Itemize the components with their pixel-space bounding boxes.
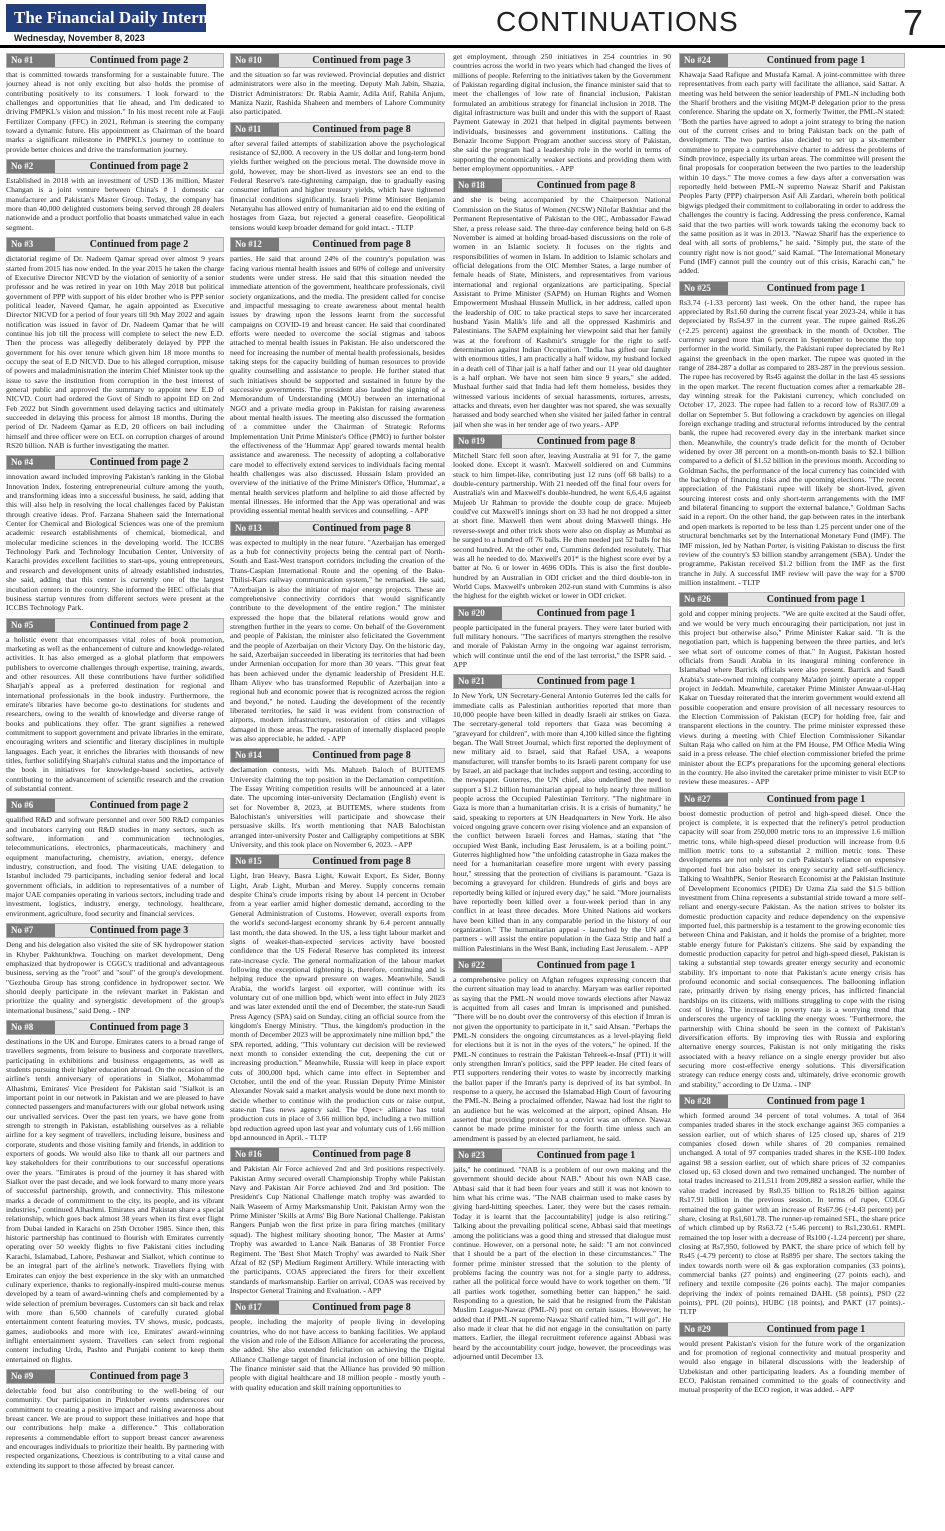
article-header xyxy=(679,1322,905,1337)
article-body: destinations in the UK and Europe. Emirates caters to a broad range of travellers segments, from leisure to business and corporate travellers, participating in exhibitions and business engagements, as well as students pursuing their higher education abroad. On the occasion of the airline's tenth anniversary of operations in Sialkot, Mohammad Alhashmi, Emirates' Vice President for Pakistan said "Sialkot is an important point in our network in Pakistan and we are pleased to have connected passengers and manufacturers with our global network using our unrivalled services. Over the past ten years, we have gone from strength to strength in Pakistan, establishing ourselves as a reliable airline for a key segment of travellers, including leisure, business and corporate, students and those visiting family and friends, in addition to exporters of goods. We would also like to thank all our partners and key stakeholders for their contributions to our successful operations over the years. "Emirates is proud of the journey it has shared with Sialkot over the past decade, and we look forward to many more years of successful partnership, growth, and connectivity. This milestone marks a decade of commitment to the city, its people, and its vibrant industries," continued Alhashmi. Emirates and Pakistan share a special relationship, which goes back almost 38 years when its first ever flight from Dubai landed in Karachi on 25th October 1985. Since then, this historic partnership has continued to flourish with Emirates currently operating over 50 weekly flights to five Pakistani cities including Karachi, Islamabad, Lahore, Peshawar and Sialkot, which continue to be an integral part of the airline's network. Travellers flying with Emirates can enjoy the best experience in the sky with an unmatched culinary experience, thanks to regionally-inspired multi-course menus developed by a team of award-winning chefs and complemented by a wide selection of premium beverages. Customers can sit back and relax with more than 6,500 channels of carefully curated global entertainment content featuring movies, TV shows, music, podcasts, games, audiobooks and more with ice, Emirates' award-winning inflight entertainment system. Travellers can select from regional content including Urdu, Pashto and Punjabi content to keep them entertained on flights. xyxy=(6,1036,224,1364)
continued-from-label: Continued from page 1 xyxy=(728,793,904,806)
article-number: No #18 xyxy=(454,179,502,192)
article-number: No #11 xyxy=(231,123,279,136)
article-number: No #22 xyxy=(454,959,502,972)
article-header xyxy=(230,122,445,137)
article-header xyxy=(453,178,671,193)
article-body: parties. He said that around 24% of the country's population was facing various mental health issues and 60% of college and university students were under stress. He said that this situation needed the immediate attention of the government, healthcare professionals, civil society organizations, and the media. The president called for concise and impactful messaging to create awareness about mental health issues by drawing upon the lessons learnt from the successful campaigns on COVID-19 and breast cancer. He said that coordinated efforts were needed to overcome the social stigmas and taboos attached to mental health issues in Pakistan. He also underscored the need for increasing the number of mental health professionals, besides taking steps for the capacity building of human resources to provide quality counselling and assistance to people. He further stated that such initiatives should be supported and sustained in future by the successive governments. The president also lauded the signing of a Memorandum of Understanding (MOU) between an international NGO and a private media group in Pakistan for raising awareness about mental health issues. The meeting also discussed the formation of a committee under the Chairman of Strategic Reforms Implementation Unit Prime Minister's Office (PMO) to further bolster the effectiveness of the 'Hummaz App' geared towards mental health assistance and awareness. The necessity of adopting a collaborative care model to effectively extend services to individuals facing mental health challenges was also discussed. Hussain Islam provided an overview of the initiative of the Prime Minister's Office, 'Hummaz', a mental health services platform and helpline to aid those affected by mental illnesses. He informed that the App was operational and was providing essential mental health services and counselling. - APP xyxy=(230,254,445,516)
article-header xyxy=(6,1020,224,1035)
continuation-article xyxy=(6,455,224,612)
article-header xyxy=(6,455,224,470)
paper-name: The Financial Daily International xyxy=(6,4,206,32)
article-number: No #7 xyxy=(7,924,55,937)
article-body: that is committed towards transforming for a sustainable future. The journey ahead is not only exciting but also holds the promise of contributing positively to its consumers. I look forward to the challenges and opportunities that lie ahead, and I'm dedicated to driving PMPKL's vision and mission." In his most recent role at Fauji Fertilizer Company (FFC) in 2021, Rehman is steering the company toward a dynamic future. His appointment as Chairman of the board marks a significant milestone in PMPKL's journey to continue to provide better choices and drive the transformation journey. xyxy=(6,70,224,154)
continuation-article xyxy=(6,53,224,154)
article-header xyxy=(230,1300,445,1315)
article-body: dictatorial regime of Dr. Nadeem Qamar spread over almost 9 years started from 2015 has now ended. In the year 2015 he taken the charge of Executive Director NICVD by the violation of seniority of a senior professor and he was retired in year on 10th May 2018 but political government of PPP with support of his elder brother who is PPP senior political leader, Naveed Qamar, he again appointed as Executive Director NICVD for a period of four years till 9th May 2022 and again notification was issued in favor of Dr. Nadeem Qamar that he will continue his job till the process will complete to select the new E.D. Then the process was allegedly deliberately delayed by PPP the government for his over tenure which given him 18 more months to occupy the seat of E.D NICVD. Due to his alleged corruption, misuse of powers and maladministration the interim Chief Minister took up the issue to save the institution from corruption in the best interest of general public and approved the summary to appoint new E.D of NICVD. Court had ordered the Govt of Sindh to appoint ED on 2nd Feb 2022 but Sindh government used delaying tactics and ultimately succeeded in delaying this process for almost 18 months. During the period of Dr. Nadeem Qamar as E.D, 20 officers on bail including himself and three officer were on ECL on corruption charges of around RS20 billion. NAB is further investigating the matter. xyxy=(6,254,224,451)
article-body: was expected to multiply in the near future. "Azerbaijan has emerged as a hub for connectivity projects being the central part of North-South and East-West transport corridors including the creation of the Trans-Caspian International Route and the opening of the Baku-Tbilisi-Kars railway communication system," he remarked. He said, "Azerbaijan is also the initiator of major energy projects. These are comprehensive connectivity corridors that would significantly contribute to the development of the entire region." The minister expressed the hope that the bilateral relations would grow and strengthen further in the years to come. On behalf of the Government and people of Pakistan, the minister also felicitated the Government and the people of Azerbaijan on their Victory Day. On the historic day, he said, Azerbaijan succeeded in liberating its territories that had been under Armenian occupation for more than 30 years. "This great feat has been achieved under the dynamic leadership of President H.E. Ilham Aliyev who has transformed Republic of Azerbaijan into a regional hub and economic power that is recognized across the region and beyond," he noted. Lauding the development of the recently liberated territories, he said it was evident from construction of airports, modern infrastructure, restoration of cities and villages damaged in those areas. The reparation of internally displaced people was also appreciable, he added. - APP xyxy=(230,537,445,743)
continued-from-label: Continued from page 2 xyxy=(55,160,223,173)
article-body: and she is being accompanied by the Chairperson National Commission on the Status of Women (NCSW) Nilofar Bakhtiar and the Permanent Representative of Pakistan to the OIC, Ambassador Fawad Sher, a press release said. The three-day conference being held on 6-8 November is aimed at holding broad-based discussions on the role of women in an Islamic society. It focuses on the rights and responsibilities of women in Islam. In addition to Islamic scholars and official delegations from the OIC Member States, a large number of female heads of State, Ministers, and representatives from various international and regional organizations are participating. Special Assistant to Prime Minister (SAPM) on Human Rights and Women Empowerment Mushaal Hussein Mullick, in her address, called upon the leadership of OIC to take practical steps to save her incarcerated husband Yasin Malik's life and all the oppressed Kashmiris and Palestinians. The SAPM explaining her viewpoint said that her family was at the forefront of Kashmir's struggle for the right to self-determination against Indian Occupation. "India has gifted our family with enormous titles, I am practically a half widow, my husband locked in a death cell of Tihar jail is a half father and our 11 year old daughter is a half orphan. We have not seen him since 9 years," she added. Mushaal further said that India had left them homeless, besides they witnessed various incidents of sexual harassments, tortures, arrests, attacks and threats, even her daughter was not spared, she was sexually harassed and body searched when she visited her jailed father in central jail when she was in her tender age of two years.- APP xyxy=(453,195,671,429)
article-body: and Pakistan Air Force achieved 2nd and 3rd positions respectively. Pakistan Army secured overall Championship Trophy while Pakistan Navy and Pakistan Air Force achieved 2nd and 3rd position. The President's Cup National Challenge match trophy was awarded to Naik Waseem of Army Marksmanship Unit. Pakistan Army won the Prime Minister 'Skills at Arms' Big Bore National Challenge. Pakistan Rangers Punjab won the first prize in para firing matches (military squad). The highest military shooting honor, 'The Master at Arms' Trophy was awarded to Lance Naik Banaras of 38 Frontier Force Regiment. The 'Best Shot Match Trophy' was awarded to Naik Sher Afzal of 82 (SP) Medium Regiment Artillery. While interacting with the participants, COAS appreciated the firers for their excellent standards of marksmanship. Earlier on arrival, COAS was received by Inspector General Training and Evaluation. - APP xyxy=(230,1164,445,1295)
article-number: No #19 xyxy=(454,435,502,448)
article-header xyxy=(6,53,224,68)
continued-from-label: Continued from page 8 xyxy=(279,749,444,762)
continuation-article xyxy=(453,434,671,601)
continuation-article xyxy=(453,958,671,1143)
continuation-article xyxy=(6,1369,224,1470)
article-header xyxy=(679,1094,905,1109)
continuation-article xyxy=(6,159,224,232)
continuation-article xyxy=(453,178,671,429)
continuation-article xyxy=(453,674,671,953)
article-body: Light, Iran Heavy, Basra Light, Kuwait Export, Es Sider, Bonny Light, Arab Light, Murban and Merey. Supply concerns remain despite China's crude imports rising by about 14 percent in October from a year earlier amid higher domestic demand, according to the General Administration of Customs. However, overall exports from the world's second-largest economy shrank by 6.4 percent annually last month, the data showed. In the US, a less tight labour market and signs of weaker-than-expected services activity have boosted confidence that the US Federal Reserve has completed its interest rate-increase cycle. The general normalization of the labour market following the exceptional tightening is, therefore, continuing and is helping reduce the upward pressure on wages. Meanwhile, Saudi Arabia, the world's largest oil exporter, will continue with its voluntary cut of one million bpd, which went into effect in July 2023 and was later extended until the end of December, the state-run Saudi Press Agency (SPA) said on Sunday, citing an official source from the kingdom's Energy Ministry. "Thus, the kingdom's production in the month of December 2023 will be approximately nine million bpd," the SPA reported, adding, "This voluntary cut decision will be reviewed next month to consider extending the cut, deepening the cut or increasing production." Meanwhile, Russia will keep in place export cuts of 300,000 bpd, which came into effect in September and October, until the end of the year. Russian Deputy Prime Minister Alexander Novak said a market analysis would be done next month to decide whether to continue with the production cuts or raise output, state-run Tass news agency said. The Opec+ alliance has total production cuts in place of 3.66 million bpd, including a two million bpd reduction agreed upon last year and voluntary cuts of 1.66 million bpd announced in April. - TLTP xyxy=(230,871,445,1143)
article-number: No #14 xyxy=(231,749,279,762)
continuation-article xyxy=(679,1094,905,1317)
masthead xyxy=(0,0,945,48)
article-header xyxy=(6,1369,224,1384)
article-header xyxy=(453,958,671,973)
article-body: delectable food but also contributing to the well-being of our community. Our participation in Pinktober events underscores our commitment to creating a positive impact and raising awareness about breast cancer. We are proud to support these initiatives and hope that our contributions help make a difference." This collaboration represents a commendable effort to support breast cancer awareness and encourages individuals to prioritize their health. By partnering with respected organizations, Cheezious is contributing to a vital cause and extending its support to those affected by breast cancer. xyxy=(6,1385,224,1470)
article-number: No #17 xyxy=(231,1301,279,1314)
continuation-article xyxy=(6,237,224,450)
article-body: which formed around 34 percent of total volumes. A total of 364 companies traded shares in the stock exchange against 365 companies a session earlier, out of which shares of 125 closed up, shares of 219 companies closed down while shares of 20 companies remained unchanged. A total of 97 companies traded shares in the KSE-100 Index against 98 a session earlier, out of which share prices of 32 companies closed up, 63 closed down and two remained unchanged. The number of total trades increased to 211,511 from 209,882 a session earlier, while the value traded increased by Rs0.35 billion to Rs18.26 billion against Rs17.91 billion in the previous session. In terms of rupee, COLG remained the top gainer with an increase of Rs67.96 (+4.43 percent) per share, closing at Rs1,601.78. The runner-up remained SFL, the share price of which climbed up by Rs63.72 (+5.46 percent) to Rs1,230.61. RMPL remained the top loser with a decrease of Rs100 (-1.24 percent) per share, closing at Rs7,950, followed by PAKT, the share price of which fell by Rs45 (-4.79 percent) to close at Rs895 per share. The sectors taking the index towards north were oil & gas exploration companies (33 points), commercial banks (27 points) and engineering (27 points each), and refinery and textile composite (26 points each). The major companies depriving the index of points remained DAHL (58 points), PSO (22 points), PPL (20 points), HUBC (18 points), and PAKT (17 points).- TLTP xyxy=(679,1111,905,1317)
continued-from-label: Continued from page 3 xyxy=(55,1021,223,1034)
continued-from-label: Continued from page 1 xyxy=(502,675,670,688)
continued-from-label: Continued from page 2 xyxy=(55,456,223,469)
article-body: a holistic event that encompasses vital roles of book promotion, marketing as well as the enhancement of culture and knowledge-related activities. It has also emerged as a global platform that empowers publishers to overcome challenges through expertise, training, awards, and other resources. All these contributions have further solidified Sharjah's appeal as a preferred destination for regional and international professionals in the book industry. Furthermore, the emirate's libraries have become go-to destinations for students and researchers, owing to the wealth of knowledge and diverse range of books and publications they offer. The grant signifies a renewed commitment to support government and private libraries in the emirate, encouraging writers and scientific and literary disciplines in multiple languages. Each year, it enriches the libraries with thousands of new titles, further solidifying Sharjah's cultural status and the importance of the book in initiatives for knowledge-based societies, actively contributing to the advancement of scientific research and the creation of substantial content. xyxy=(6,634,224,794)
article-number: No #1 xyxy=(7,54,55,67)
article-number: No #6 xyxy=(7,799,55,812)
article-header xyxy=(453,1148,671,1163)
article-number: No #15 xyxy=(231,855,279,868)
article-body: people participated in the funeral prayers. They were later buried with full military honours. "The sacrifices of martyrs strengthen the resolve and morale of Pakistan Army in the ongoing war against terrorism, which will continue until the end of the last terrorist," the ISPR said. - APP xyxy=(453,622,671,669)
continued-from-label: Continued from page 1 xyxy=(502,959,670,972)
continued-from-label: Continued from page 2 xyxy=(55,238,223,251)
continued-from-label: Continued from page 8 xyxy=(279,123,444,136)
column-4 xyxy=(679,52,905,1525)
continued-from-label: Continued from page 1 xyxy=(728,282,904,295)
article-header xyxy=(453,434,671,449)
article-header xyxy=(453,674,671,689)
article-header xyxy=(679,53,905,68)
article-header xyxy=(679,592,905,607)
continued-from-label: Continued from page 8 xyxy=(279,238,444,251)
article-number: No #24 xyxy=(680,54,728,67)
article-number: No #20 xyxy=(454,607,502,620)
article-body: gold and copper mining projects. "We are quite excited at the Saudi offer, and we would be very much encouraging their participation, not just in this project but otherwise also," Prime Minister Kakar said. "It is the negotiation part, which is happening between the three parties, and let's see what sort of outcome comes of that." In August, Pakistan hosted officials from Saudi Arabia in its inaugural mining conference in Islamabad where Barrick officials were also present. Barrick and Saudi Arabia's state-owned mining company Ma'aden jointly operate a copper project in Jeddah. Meanwhile, caretaker Prime Minister Anwaar-ul-Haq Kakar on Tuesday reiterated that the interim government would extend all possible cooperation and ensure provision of all necessary resources to the Election Commission of Pakistan (ECP) for holding free, fair and transparent elections in the country. The prime minister expressed these views during a meeting with Chief Election Commissioner Sikandar Sultan Raja who called on him at the PM House, PM Office Media Wing said in a press release. The chief election commissioner briefed the prime minister about the ECP's preparations for the upcoming general elections in the country. He also invited the caretaker prime minister to visit ECP to review these measures. - APP xyxy=(679,609,905,787)
continuation-article xyxy=(230,1147,445,1295)
article-number: No #12 xyxy=(231,238,279,251)
article-number: No #13 xyxy=(231,522,279,535)
continuation-article xyxy=(230,122,445,232)
page-number: 7 xyxy=(902,2,923,43)
continued-from-label: Continued from page 2 xyxy=(55,54,223,67)
article-header xyxy=(679,792,905,807)
article-header xyxy=(6,159,224,174)
continuation-article xyxy=(230,854,445,1142)
article-number: No #5 xyxy=(7,619,55,632)
article-body: would present Pakistan's vision for the future work of the organization and for promotion of regional connectivity and mutual prosperity and would also engage in bilateral discussions with the leadership of Uzbekistan and other participating leaders. As a founding member of ECO, Pakistan remained committed to the goals of connectivity and mutual prosperity of the ECO region, it was added. - APP xyxy=(679,1338,905,1395)
continued-from-label: Continued from page 8 xyxy=(279,522,444,535)
article-number: No #23 xyxy=(454,1149,502,1162)
continued-from-label: Continued from page 3 xyxy=(279,54,444,67)
continued-from-label: Continued from page 8 xyxy=(279,1148,444,1161)
continued-from-label: Continued from page 3 xyxy=(55,924,223,937)
article-body: Khawaja Saad Rafique and Mustafa Kamal. A joint-committee with three representatives from each party will facilitate the alliance, said Sattar. A meeting was held between the senior leadership of PML-N including both the Sharif brothers and the visiting MQM-P delegation prior to the press conference. Sharing the update on X, formerly Twitter, the PML-N stated: "Both the parties have agreed to adopt a joint strategy to bring the nation out of the current crises and to bring Pakistan back on the path of development. The two parties also decided to set up a six-member committee to prepare a comprehensive charter to address the problems of Sindh province, especially its urban areas. The committee will present the final proposals for cooperation between the two parties to the leadership within 10 days." The move comes a few days after a conversation was reportedly held between PML-N supremo Nawaz Sharif and Pakistan Peoples Party (PPP) chairperson Asif Ali Zardari, wherein both political bigwigs pledged their commitment to collaborating in order to address the challenges the country is facing. Addressing the press conference, Kamal said that the two parties will work towards taking the economy back to the same position as it was in 2013. "Nawaz Sharif has the experience to deal with all sorts of problems," he said. "Simply put, the state of the country right now is not good," said Kamal. "The International Monetary Fund (IMF) cannot pull the country out of this crisis, Karachi can," he added. xyxy=(679,70,905,276)
article-number: No #16 xyxy=(231,1148,279,1161)
article-header xyxy=(6,237,224,252)
article-body: a comprehensive policy on Afghan refugees expressing concern that the current situation may lead to anarchy. Maryam was earlier reported as saying that the PML-N would move towards elections after Nawaz is acquitted from all cases and Imran is imprisoned and punished. "There will be no doubt over the controversy of this election if Imran is not given the opportunity to participate in it," said Ahsan. "Perhaps the PML-N considers the ongoing circumstances as a level-playing field for elections but it is not in the eyes of the voters," he opined. If the PML-N continues to restrain the Pakistan Tehreek-e-Insaf (PTI) it will only strengthen Imran's politics, said the PPP leader. He cited fears of PTI supporters rendering their votes to waste by incorrectly marking the ballot paper if the Imran's party is deprived of its bat symbol. In response to a query, he accused the Islamabad High Court of favouring the PML-N. Being a proclaimed offender, Nawaz had lost the right to an audience but he was welcomed at the airport, opined Ahsan. He asserted that providing protocol to a convict was an offence. Nawaz cannot be made prime minister for the fourth time unless such an amendment is passed by an elected parliament, he said. xyxy=(453,974,671,1143)
article-header xyxy=(230,237,445,252)
article-header xyxy=(230,521,445,536)
continued-from-label: Continued from page 1 xyxy=(502,1149,670,1162)
continued-from-label: Continued from page 1 xyxy=(728,593,904,606)
continued-from-label: Continued from page 8 xyxy=(502,435,670,448)
article-number: No #9 xyxy=(7,1370,55,1383)
article-body: after several failed attempts of stabilization above the psychological resistance of $2,000. A recovery in the US dollar and long-term bond yields further weighed on the precious metal. The downside move in gold, however, may be short-lived as investors see an end to the Federal Reserve's rate-tightening campaign, due to gradually easing consumer inflation and higher treasury yields, which have tightened financial conditions significantly. Israeli Prime Minister Benjamin Netanyahu has allowed entry of humanitarian aid to end the exiting of hostages from Gaza, but rejected a general ceasefire. Geopolitical tensions would keep broader demand for gold intact. - TLTP xyxy=(230,138,445,232)
article-body: and the situation so far was reviewed. Provincial deputies and district administrators were also in the meeting. Deputy Mah Jabin, Shazia, District Administrators: Dr. Rabia Aamir, Adila Atif, Rahila Anjum, Maniza Nazir, Rashida Shaheen and members of Lahore Community also participated. xyxy=(230,70,445,117)
continuation-article xyxy=(679,1322,905,1395)
article-number: No #27 xyxy=(680,793,728,806)
article-body: Rs3.74 (-1.33 percent) last week. On the other hand, the rupee has appreciated by Rs1.60 during the current fiscal year 2023-24, while it has depreciated by Rs54.97 in the current year. The rupee gained Rs6.26 (+2.25 percent) against the greenback in the month of October. The currency surged more than 6 percent in September to become the top performer in the world. Similarly, the Pakistani rupee depreciated by Re1 against the greenback in the open market. The rupee was quoted in the range of 284-287 a dollar as compared to 283-287 in the previous session. The rupee has recovered by Rs45 against the dollar in the last 45 sessions in the open market. The recent fluctuation comes after a remarkable 28-day winning streak for the Pakistani currency, which concluded on October 17, 2023. The rupee had fallen to a record low of Rs307.09 a dollar on September 5. But following a crackdown by agencies on illegal foreign exchange trading and structural reforms introduced by the central bank, the rupee had recovered every day in the interbank market since then. Meanwhile, the country's trade deficit for the month of October widened by over 38 percent on a month-on-month basis to $2.1 billion compared to a deficit of $1.52 billion in the previous month. According to Goldman Sachs, the performance of the local currency has coincided with the backdrop of financing risks and the upcoming elections. "The recent appreciation of the Pakistani rupee will likely be short-lived, given sourcing interest costs and only short-term arrangements with the IMF and bilateral financing to support the external balance," Goldman Sachs said in a report. On the other hand, the gap between rates in the interbank and open markets is reported to be less than 1.25 percent under one of the structural benchmarks set by the International Monetary Fund (IMF). The IMF mission, led by Nathan Porter, is visiting Pakistan to discuss the first review of the country's $3 billion standby arrangement (SBA). Under the programme, Pakistan received $1.2 billion from the IMF as the first tranche in July. A successful IMF review will pave the way for a $700 million instalment. - TLTP xyxy=(679,297,905,587)
article-body: Deng and his delegation also visited the site of SK hydropower station in Khyber Pakhtunkhwa. Touching on market development, Deng emphasized that hydropower is CGGC's traditional and advantageous business, serving as the "root" and "soul" of the group's development. "Gezhouba Group has strong confidence in hydropower sector. We should deeply participate in the relevant market in Pakistan and prioritize the quality and synergistic development of the group's international business," said Deng. - INP xyxy=(6,940,224,1015)
continuation-article xyxy=(453,52,671,173)
issue-date: Wednesday, November 8, 2023 xyxy=(14,33,145,43)
article-number: No #25 xyxy=(680,282,728,295)
continued-from-label: Continued from page 3 xyxy=(55,1370,223,1383)
continued-from-label: Continued from page 2 xyxy=(55,619,223,632)
section-title: CONTINUATIONS xyxy=(496,6,739,37)
continuation-article xyxy=(6,923,224,1015)
article-body: get employment, through 250 initiatives in 254 countries in 90 countries across the world in two years which had changed the lives of millions of people. Referring to the initiatives taken by the Government of Pakistan regarding digital inclusion, the finance minister said that to meet the challenges of low rate of financial inclusion, Pakistan formulated an ambitious strategy for financial inclusion in 2018. The digital infrastructure was built and under this with the support of Raast Payment Gateway in 2021 that helped in digital payments between individuals, businesses and government institutions. Calling the Benazir Income Support Program another success story of Pakistan, she said the program had a leadership role in the world in terms of supporting the economically weaker sections and providing them with better employment opportunities. - APP xyxy=(453,52,671,174)
article-body: people, including the majority of people living in developing countries, who do not have access to banking facilities. We applaud the vision and role of the Edison Alliance for accelerating the process, she added. She also extended felicitation on achieving the Digital Alliance Challenge target of financial inclusion of one billion people. The finance minister said that the Alliance has provided 90 million people with digital healthcare and 18 million people - mostly youth - with quality education and skill training opportunities to xyxy=(230,1317,445,1392)
article-number: No #4 xyxy=(7,456,55,469)
continued-from-label: Continued from page 8 xyxy=(502,179,670,192)
article-header xyxy=(453,606,671,621)
article-number: No #26 xyxy=(680,593,728,606)
article-body: jails," he continued. "NAB is a problem of our own making and the government should decide about NAB." About his own NAB case, Abbasi said that it had been four years and still it was not known to him what his crime was. "The NAB chairman used to make cases by giving hard-hitting speeches. Later, they were but the cases remain. Today it is learnt that the [accountability] judge is also retiring." Talking about the prevailing political scene, Abbasi said that meetings among the politicians was a good thing and stressed that dialogue must continue. However, on a personal note, he said: "I am not convinced that I should be a part of the election in these circumstances." The former prime minister stressed that the solution to the plenty of problems facing the country was not for a single party to address, rather all the political force would have to work together on them. "If all parties work together, something better can happen," he said. Responding to a question, he said that he resigned from the Pakistan Muslim League-Nawaz (PML-N) post on certain issues. However, he added that if PML-N supremo Nawaz Sharif called him, "I will go". He also made it clear that he did not engage in the consultation on party matters. Earlier, the illegal recruitment reference against Abbasi was heard by the accountability court judge, however, the proceedings was adjourned until December 13. xyxy=(453,1165,671,1361)
continuation-article xyxy=(679,592,905,787)
article-number: No #21 xyxy=(454,675,502,688)
article-header xyxy=(230,748,445,763)
continuation-article xyxy=(679,792,905,1089)
article-header xyxy=(230,1147,445,1162)
article-header xyxy=(6,923,224,938)
article-header xyxy=(6,798,224,813)
article-number: No #10 xyxy=(231,54,279,67)
continuation-article xyxy=(679,281,905,588)
article-body: boost domestic production of petrol and high-speed diesel. Once the project is complete, it is expected that the refinery's petrol production capacity will soar from 250,000 metric tons to an impressive 1.6 million metric tons, while high-speed diesel production will increase from 0.6 million metric tons to a substantial 2 million metric tons. These developments are not only set to curb Pakistan's reliance on expensive imported fuel but also bolster its energy security and self-sufficiency. Talking to WealthPK, Senior Research Economist at the Pakistan Institute of Development Economics (PIDE) Dr Uzma Zia said the $1.5 billion investment from China represents a substantial stride toward a more self-reliant and energy-secure Pakistan. As the nation strives to bolster its domestic production capacity and reduce dependency on the expensive imported fuel, this partnership is a testament to the growing economic ties between China and Pakistan, and it holds the promise of a brighter, more stable energy future for Pakistan's citizens. She said by expanding the domestic production capacity for petrol and high-speed diesel, Pakistan is taking a substantial step towards greater energy security and economic stability. It's important to note that Pakistan's acute energy crisis has profound economic and social consequences. The ballooning inflation rate, primarily driven by rising energy prices, has inflicted financial hardships on its citizens, with millions struggling to cope with the rising cost of living. The increase in poverty rate is a worrying trend that underscores the urgency of tackling the energy woes. "Furthermore, the partnership with China should be seen in the context of Pakistan's diversification efforts. By improving ties with Russia and exploring alternative energy sources, Pakistan is not only mitigating the risks associated with a heavy reliance on a single energy provider but also securing more cost-effective energy solutions. This diversification strategy can reduce energy costs and, ultimately, drive economic growth and stability," according to Dr Uzma. - INP xyxy=(679,808,905,1089)
article-number: No #2 xyxy=(7,160,55,173)
continuation-article xyxy=(6,1020,224,1364)
continued-from-label: Continued from page 8 xyxy=(279,855,444,868)
continuation-article xyxy=(453,606,671,670)
continued-from-label: Continued from page 1 xyxy=(728,1095,904,1108)
article-number: No #3 xyxy=(7,238,55,251)
continuation-article xyxy=(6,618,224,794)
article-body: Established in 2018 with an investment of USD 136 million, Master Changan is a joint venture between China's # 1 domestic car manufacturer and Pakistan's Master Group. Today, the company has more than 40,000 delighted customers being served through 28 dealers nationwide and a product portfolio that boasts unmatched value in each segment. xyxy=(6,176,224,232)
article-body: declamation contests, with Ms. Mahzeb Baloch of BUITEMS University claiming the top position in the Declamation competition. The Essay Writing competition results will be announced at a later date. The upcoming inter-university Declamation (English) event is set for November 8, 2023, at BUITEMS, where students from Balochistan's universities will participate and showcase their persuasive skills. It's worth mentioning that NAB Balochistan arranged inter-university Poster and Calligraphy competitions at SBK University, and this took place on November 6, 2023. - APP xyxy=(230,765,445,850)
continuation-article xyxy=(230,53,445,117)
continued-from-label: Continued from page 8 xyxy=(279,1301,444,1314)
continuation-article xyxy=(230,748,445,849)
article-body: Mitchell Starc fell soon after, leaving Australia at 91 for 7, the game looked done. Except it wasn't. Maxwell soldiered on and Cummins stuck to him limpet-like, contributing just 12 runs (off 68 balls) to a double-century partnership. With 21 needed off the final four overs for Australia's win and Maxwell's double-hundred, he went 6,6,4,6 against Mujeeb Ur Rahman to provide the double coup de grace. Mujeeb could've cut Maxwell's innings short on 33 had he not dropped a sitter at short fine. Maxwell then went about doing Maxwell things. He reverse-swept and other trick shots were also on display as Mumbai as he surged to a hundred off 76 balls. He then needed just 52 balls for his second hundred. At the other end, Cummins defended resolutely. That was all he needed to do. Maxwell's 201* is the highest score ever by a batter at No. 6 or lower in 4696 ODIs. This is also the first double-hundred by an Australian in ODI cricket and the third double-ton in World Cups. Maxwell's unbroken 202-run stand with Cummins is also the highest for the eighth wicket or lower in ODI cricket. xyxy=(453,451,671,601)
continued-from-label: Continued from page 1 xyxy=(502,607,670,620)
column-2 xyxy=(230,52,445,1525)
article-body: In New York, UN Secretary-General Antonio Guterres led the calls for immediate calls as Palestinian authorities reported that more than 10,000 people have been killed in deadly Israeli air strikes on Gaza. The secretary-general told reporters that Gaza was becoming a "graveyard for children", with more than 4,100 killed since the fighting began. The Wall Street Journal, which first reported the deployment of new military aid to Israel, said that Rafael USA, a weapons manufacturer, will transfer bombs to its Israeli parent company for use by Israel, an aid package that includes support and testing, according to the newspaper. Guterres, the UN chief, also underlined the need to support a $1.2 billion humanitarian appeal to help nearly three million people across the Occupied Palestinian Territory. "The nightmare in Gaza is more than a humanitarian crisis. It is a crisis of humanity," he said, speaking to reporters at UN Headquarters in New York. He also voiced ongoing grave concern over rising violence and an expansion of the conflict between Israeli forces and Hamas, stating that "the occupied West Bank, including East Jerusalem, is at a boiling point." Guterres highlighted how "the unfolding catastrophe in Gaza makes the need for a humanitarian ceasefire more urgent with every passing hour," stressing that the protection of civilians is paramount. "Gaza is becoming a graveyard for children. Hundreds of girls and boys are reportedly being killed or injured every day," he said. "More journalists have reportedly been killed over a four-week period than in any conflict in at least three decades. More United Nations aid workers have been killed than in any comparable period in the history of our organization." The humanitarian appeal - launched by the UN and partners - will assist the entire population in the Gaza Strip and half a million Palestinians in the West Bank, including East Jerusalem. - APP xyxy=(453,691,671,953)
continued-from-label: Continued from page 1 xyxy=(728,1323,904,1336)
continued-from-label: Continued from page 2 xyxy=(55,799,223,812)
article-number: No #29 xyxy=(680,1323,728,1336)
article-body: qualified R&D and software personnel and over 500 R&D companies and incubators carrying out R&D studies in many sectors, such as software, information and communication technologies, telecommunications, electronics, pharmaceuticals, machinery and equipment manufacturing, chemistry, aviation, energy, defence industry, construction, and food. The visiting UAE delegation to Istanbul included 79 participants, including senior federal and local government officials, in addition to representatives of a number of major UAE companies operating in various sectors, including trade and investment, logistics, industry, energy, technology, healthcare, environment, agriculture, food security and financial services. xyxy=(6,815,224,918)
continued-from-label: Continued from page 1 xyxy=(728,54,904,67)
article-header xyxy=(6,618,224,633)
continuation-article xyxy=(679,53,905,276)
article-number: No #28 xyxy=(680,1095,728,1108)
column-3 xyxy=(453,52,671,1525)
article-header xyxy=(679,281,905,296)
column-1 xyxy=(6,52,224,1525)
continuation-article xyxy=(230,521,445,744)
continuation-article xyxy=(230,1300,445,1392)
article-header xyxy=(230,53,445,68)
article-header xyxy=(230,854,445,869)
article-body: innovation award included improving Pakistan's ranking in the Global Innovation Index, fostering entrepreneurial culture among the youth, and transforming ideas into a successful business, he said, adding that this will also help in resolving the local challenges faced by Pakistan through creative ideas. Prof. Farzana Shaheen said the International Center for Chemical and Biological Sciences was one of the premium academic research establishments of chemical, biomedical, and molecular medicine sciences in the developing world. The ICCBS Technology Park and Technology Incubation Center, University of Karachi provides excellent facilities to start-ups, young entrepreneurs, and research and development units of already established industries, she said, adding that this center is currently one of the largest incubation centers in the country. She informed the HEC officials that business startup ventures from different sectors were present at the ICCBS Technology Park. xyxy=(6,472,224,613)
article-number: No #8 xyxy=(7,1021,55,1034)
continuation-article xyxy=(6,798,224,918)
continuation-article xyxy=(453,1148,671,1361)
continuation-article xyxy=(230,237,445,516)
